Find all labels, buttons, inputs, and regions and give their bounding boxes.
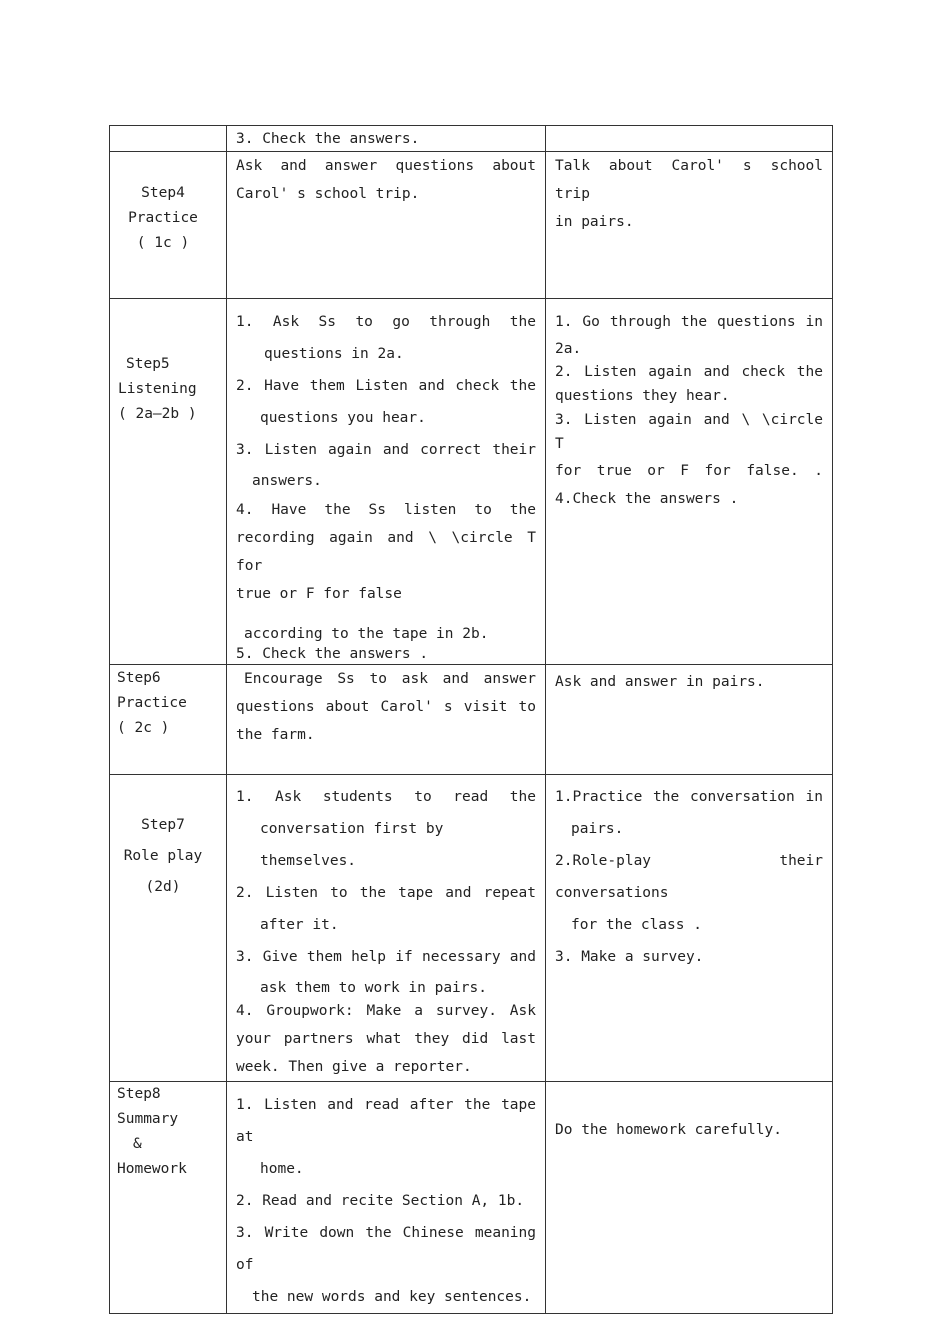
- activity-line: after it.: [260, 917, 339, 933]
- list-item: [236, 1089, 536, 1185]
- list-item: [236, 306, 536, 370]
- activity-line: 1. Ask students to read the: [236, 789, 536, 805]
- activity-line: pairs.: [571, 821, 624, 837]
- activity-line: your partners what they did last: [236, 1031, 536, 1047]
- step-cell: [110, 126, 227, 152]
- activity-line: according to the tape in 2b.: [244, 626, 489, 642]
- activity-line: the new words and key sentences.: [252, 1289, 532, 1305]
- activity-line: 3. Write down the Chinese meaning of: [236, 1225, 536, 1273]
- activity-line: Encourage Ss to ask and answer: [244, 671, 536, 687]
- step-activity: Summary: [117, 1111, 179, 1127]
- step-activity: Listening: [118, 381, 197, 397]
- student-activity-cell: [546, 665, 833, 775]
- list-item: [236, 1217, 536, 1313]
- step-title: Step6: [117, 670, 161, 686]
- list-item: [236, 781, 536, 877]
- student-activity-cell: [546, 152, 833, 299]
- step-reference: ( 2a—2b ): [118, 406, 197, 422]
- activity-line: 2. Read and recite Section A, 1b.: [236, 1193, 525, 1209]
- table-row: [110, 665, 833, 775]
- step-title: Step7: [141, 817, 185, 833]
- activity-line: 3. Listen again and correct their: [236, 442, 536, 458]
- activity-line: true or F for false: [236, 586, 402, 602]
- table-row: [110, 152, 833, 299]
- activity-line: 1. Listen and read after the tape at: [236, 1097, 536, 1145]
- step-title: Step4: [141, 185, 185, 201]
- list-item: [236, 370, 536, 434]
- activity-line: questions in 2a.: [264, 346, 404, 362]
- activity-line: in pairs.: [555, 214, 634, 230]
- teacher-activity-cell: [227, 126, 546, 152]
- student-activity-cell: [546, 299, 833, 665]
- list-item: [555, 781, 823, 845]
- student-activity-cell: [546, 1082, 833, 1314]
- step-cell: [110, 299, 227, 665]
- activity-line: recording again and \ \circle T for: [236, 530, 536, 574]
- teacher-activity-cell: [227, 1082, 546, 1314]
- step-reference: ( 1c ): [136, 235, 190, 251]
- teacher-activity-cell: [227, 665, 546, 775]
- activity-line: 1. Go through the questions in: [555, 314, 823, 330]
- activity-line: 2.Role-play their conversations: [555, 853, 823, 901]
- activity-line: 3. Check the answers.: [236, 131, 420, 147]
- activity-line: 2a.: [555, 341, 582, 357]
- activity-line: Do the homework carefully.: [555, 1122, 782, 1138]
- step-reference: ( 2c ): [117, 720, 170, 736]
- activity-line: 1.Practice the conversation in: [555, 789, 823, 805]
- activity-line: Carol' s school trip.: [236, 186, 420, 202]
- activity-line: 2. Have them Listen and check the: [236, 378, 536, 394]
- step-cell: [110, 775, 227, 1082]
- teacher-activity-cell: [227, 152, 546, 299]
- list-item: [236, 877, 536, 941]
- activity-line: questions they hear.: [555, 388, 730, 404]
- table-row: [110, 1082, 833, 1314]
- activity-line: Ask and answer questions about: [236, 158, 536, 174]
- activity-line: 2. Listen to the tape and repeat: [236, 885, 536, 901]
- list-item: [555, 941, 823, 973]
- list-item: [236, 941, 536, 1003]
- student-activity-cell: [546, 126, 833, 152]
- activity-line: conversation first by themselves.: [260, 821, 444, 869]
- table-row: [110, 299, 833, 665]
- step-homework: Homework: [117, 1161, 187, 1177]
- activity-line: answers.: [252, 473, 322, 489]
- activity-line: 1. Ask Ss to go through the: [236, 314, 536, 330]
- step-activity: Practice: [128, 210, 198, 226]
- table-row: [110, 126, 833, 152]
- step-cell: [110, 665, 227, 775]
- activity-line: questions you hear.: [260, 410, 426, 426]
- step-reference: (2d): [145, 879, 181, 895]
- activity-line: home.: [260, 1161, 304, 1177]
- step-cell: [110, 152, 227, 299]
- activity-line: questions about Carol' s visit to: [236, 699, 536, 715]
- activity-line: for true or F for false. .: [555, 463, 823, 479]
- step-title: Step5: [126, 356, 170, 372]
- activity-line: Talk about Carol' s school trip: [555, 158, 823, 202]
- activity-line: 4. Groupwork: Make a survey. Ask: [236, 1003, 536, 1019]
- student-activity-cell: [546, 775, 833, 1082]
- lesson-plan-table: [109, 125, 833, 1314]
- activity-line: the farm.: [236, 727, 315, 743]
- teacher-activity-cell: [227, 299, 546, 665]
- step-activity: Role play: [123, 848, 203, 864]
- activity-line: 3. Give them help if necessary and: [236, 949, 536, 965]
- list-item: [236, 1185, 536, 1217]
- activity-line: 4.Check the answers .: [555, 491, 739, 507]
- activity-line: for the class .: [571, 917, 702, 933]
- activity-line: 3. Listen again and \ \circle T: [555, 412, 823, 452]
- activity-line: 4. Have the Ss listen to the: [236, 502, 536, 518]
- activity-line: 5. Check the answers .: [236, 646, 429, 662]
- table-row: [110, 775, 833, 1082]
- activity-line: Ask and answer in pairs.: [555, 674, 765, 690]
- step-activity: Practice: [117, 695, 187, 711]
- step-title: Step8: [117, 1086, 161, 1102]
- activity-line: week. Then give a reporter.: [236, 1059, 472, 1075]
- list-item: [555, 845, 823, 941]
- activity-line: 3. Make a survey.: [555, 949, 704, 965]
- step-symbol: &: [133, 1136, 142, 1152]
- activity-line: 2. Listen again and check the: [555, 364, 823, 380]
- step-cell: [110, 1082, 227, 1314]
- list-item: [236, 434, 536, 496]
- teacher-activity-cell: [227, 775, 546, 1082]
- activity-line: ask them to work in pairs.: [260, 980, 487, 996]
